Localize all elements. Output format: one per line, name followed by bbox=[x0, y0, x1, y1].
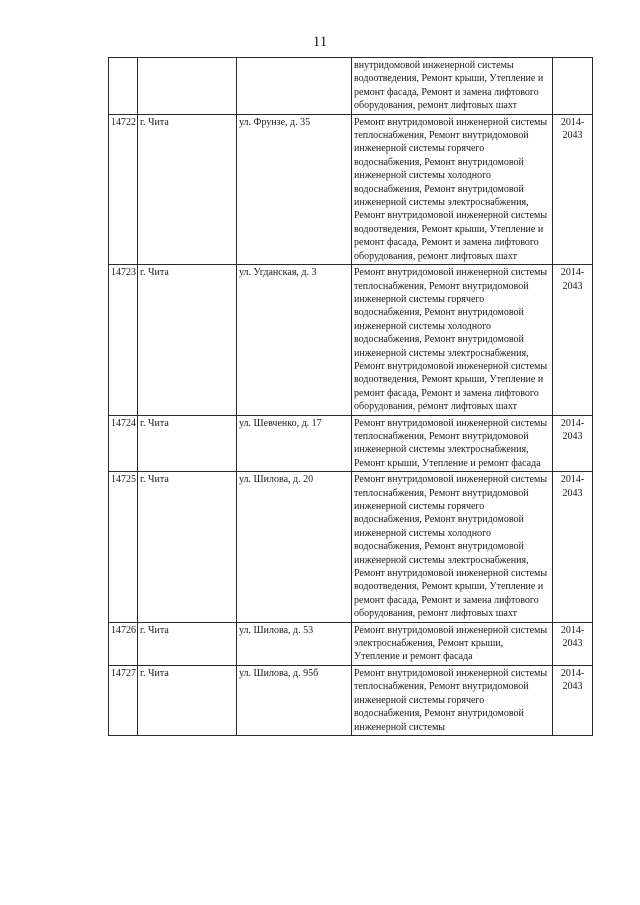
row-city: г. Чита bbox=[138, 472, 237, 622]
row-works: Ремонт внутридомовой инженерной системы теплоснабжения, Ремонт внутридомовой инженерной системы горячего водоснабжения, Ремонт внутридомовой инженерной системы bbox=[352, 665, 553, 735]
table-row bbox=[109, 622, 593, 665]
row-number: 14726 bbox=[109, 622, 138, 665]
row-works: Ремонт внутридомовой инженерной системы теплоснабжения, Ремонт внутридомовой инженерной системы электроснабжения, Ремонт крыши, Утепление и ремонт фасада bbox=[352, 415, 553, 472]
table-row bbox=[109, 265, 593, 415]
row-address: ул. Шевченко, д. 17 bbox=[237, 415, 352, 472]
row-period: 2014-2043 bbox=[553, 622, 593, 665]
row-number bbox=[109, 58, 138, 115]
row-address: ул. Шилова, д. 53 bbox=[237, 622, 352, 665]
row-period: 2014-2043 bbox=[553, 472, 593, 622]
row-period: 2014-2043 bbox=[553, 665, 593, 735]
row-period bbox=[553, 58, 593, 115]
row-period: 2014-2043 bbox=[553, 415, 593, 472]
row-city bbox=[138, 58, 237, 115]
row-number: 14727 bbox=[109, 665, 138, 735]
table-row bbox=[109, 665, 593, 735]
table-row bbox=[109, 472, 593, 622]
row-city: г. Чита bbox=[138, 665, 237, 735]
row-number: 14722 bbox=[109, 114, 138, 264]
row-works: внутридомовой инженерной системы водоотведения, Ремонт крыши, Утепление и ремонт фасада, Ремонт и замена лифтового оборудования, ремонт лифтовых шахт bbox=[352, 58, 553, 115]
table-row bbox=[109, 58, 593, 115]
row-works: Ремонт внутридомовой инженерной системы теплоснабжения, Ремонт внутридомовой инженерной системы горячего водоснабжения, Ремонт внутридомовой инженерной системы холодного водоснабжения, Ремонт внутридомовой инженерной системы электроснабжения, Ремонт внутридомовой инженерной системы водоотведения, Ремонт крыши, Утепление и ремонт фасада, Ремонт и замена лифтового оборудования, ремонт лифтовых шахт bbox=[352, 265, 553, 415]
row-city: г. Чита bbox=[138, 622, 237, 665]
row-number: 14725 bbox=[109, 472, 138, 622]
row-address bbox=[237, 58, 352, 115]
page-number: 11 bbox=[312, 34, 328, 50]
row-city: г. Чита bbox=[138, 114, 237, 264]
row-city: г. Чита bbox=[138, 265, 237, 415]
row-works: Ремонт внутридомовой инженерной системы теплоснабжения, Ремонт внутридомовой инженерной системы горячего водоснабжения, Ремонт внутридомовой инженерной системы холодного водоснабжения, Ремонт внутридомовой инженерной системы электроснабжения, Ремонт внутридомовой инженерной системы водоотведения, Ремонт крыши, Утепление и ремонт фасада, Ремонт и замена лифтового оборудования, ремонт лифтовых шахт bbox=[352, 114, 553, 264]
registry-table bbox=[108, 57, 593, 736]
row-address: ул. Угданская, д. 3 bbox=[237, 265, 352, 415]
row-address: ул. Шилова, д. 95б bbox=[237, 665, 352, 735]
row-period: 2014-2043 bbox=[553, 114, 593, 264]
row-address: ул. Шилова, д. 20 bbox=[237, 472, 352, 622]
row-works: Ремонт внутридомовой инженерной системы электроснабжения, Ремонт крыши, Утепление и ремонт фасада bbox=[352, 622, 553, 665]
row-number: 14724 bbox=[109, 415, 138, 472]
table-row bbox=[109, 415, 593, 472]
table-row bbox=[109, 114, 593, 264]
row-city: г. Чита bbox=[138, 415, 237, 472]
row-works: Ремонт внутридомовой инженерной системы теплоснабжения, Ремонт внутридомовой инженерной системы горячего водоснабжения, Ремонт внутридомовой инженерной системы холодного водоснабжения, Ремонт внутридомовой инженерной системы электроснабжения, Ремонт внутридомовой инженерной системы водоотведения, Ремонт крыши, Утепление и ремонт фасада, Ремонт и замена лифтового оборудования, ремонт лифтовых шахт bbox=[352, 472, 553, 622]
row-number: 14723 bbox=[109, 265, 138, 415]
row-period: 2014-2043 bbox=[553, 265, 593, 415]
row-address: ул. Фрунзе, д. 35 bbox=[237, 114, 352, 264]
